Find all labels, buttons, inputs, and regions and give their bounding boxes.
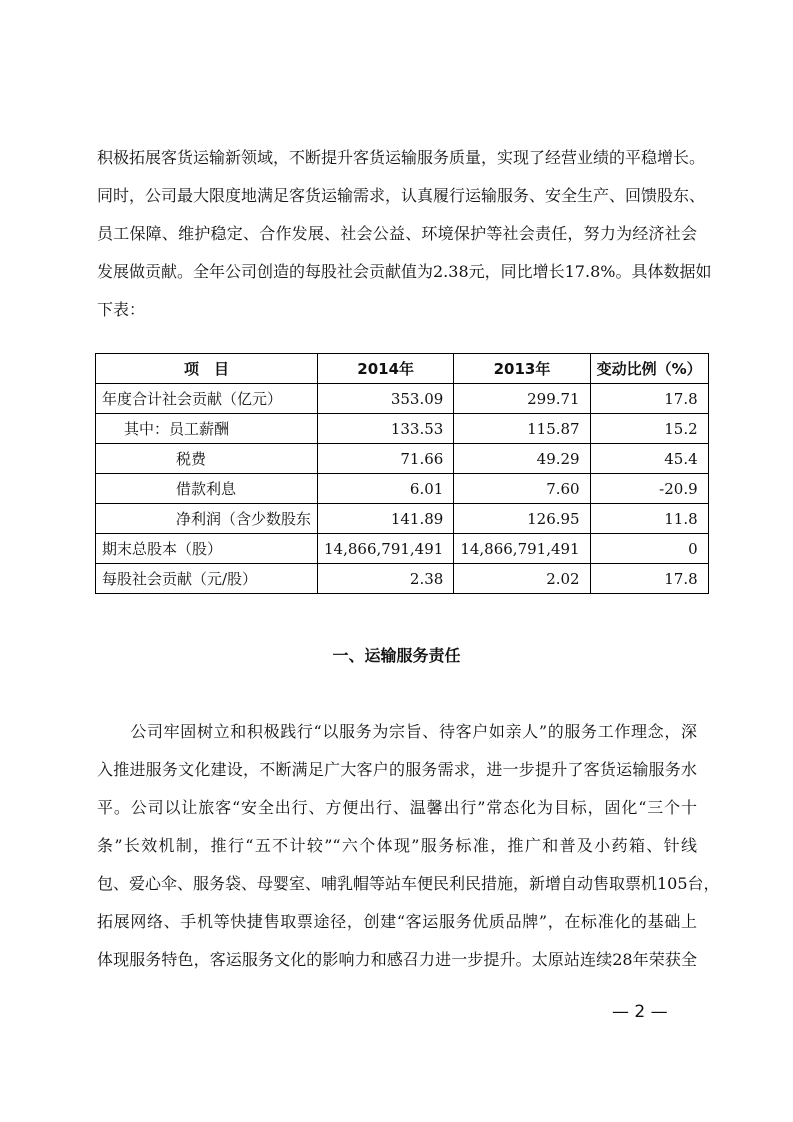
header-2014: 2014年 (318, 354, 454, 384)
paragraph-line: 包、爱心伞、服务袋、母婴室、哺乳帽等站车便民利民措施，新增自动售取票机105台， (97, 874, 720, 893)
row-label: 其中：员工薪酬 (96, 414, 318, 444)
table-row (96, 504, 709, 534)
value-2014: 141.89 (318, 504, 454, 534)
value-2014: 6.01 (318, 474, 454, 504)
table-row (96, 474, 709, 504)
section-paragraph (97, 722, 720, 990)
value-2014: 14,866,791,491 (318, 534, 454, 564)
row-label: 年度合计社会贡献（亿元） (96, 384, 318, 414)
table-row (96, 564, 709, 594)
header-item: 项 目 (96, 354, 318, 384)
header-change: 变动比例（%） (590, 354, 708, 384)
paragraph-line: 拓展网络、手机等快捷售取票途径，创建“客运服务优质品牌”，在标准化的基础上 (97, 912, 697, 931)
paragraph-line: 下表： (97, 300, 146, 319)
value-change: 15.2 (590, 414, 708, 444)
header-2013: 2013年 (454, 354, 590, 384)
value-2013: 7.60 (454, 474, 590, 504)
value-change: 17.8 (590, 384, 708, 414)
paragraph-line: 入推进服务文化建设，不断满足广大客户的服务需求，进一步提升了客货运输服务水 (97, 760, 697, 779)
value-change: 11.8 (590, 504, 708, 534)
row-label: 税费 (96, 444, 318, 474)
paragraph-line: 发展做贡献。全年公司创造的每股社会贡献值为2.38元，同比增长17.8%。具体数据如 (97, 262, 712, 281)
row-label: 净利润（含少数股东 (96, 504, 318, 534)
table-row (96, 444, 709, 474)
paragraph-line: 平。公司以让旅客“安全出行、方便出行、温馨出行”常态化为目标，固化“三个十 (97, 798, 697, 817)
table-row (96, 384, 709, 414)
value-2014: 2.38 (318, 564, 454, 594)
row-label: 每股社会贡献（元/股） (96, 564, 318, 594)
paragraph-line: 体现服务特色，客运服务文化的影响力和感召力进一步提升。太原站连续28年荣获全 (97, 950, 697, 969)
table-row (96, 414, 709, 444)
row-label: 借款利息 (96, 474, 318, 504)
social-contribution-table (95, 353, 709, 594)
value-change: 0 (590, 534, 708, 564)
value-2013: 14,866,791,491 (454, 534, 590, 564)
paragraph-line: 条”长效机制，推行“五不计较”“六个体现”服务标准，推广和普及小药箱、针线 (97, 836, 697, 855)
row-label: 期末总股本（股） (96, 534, 318, 564)
value-2013: 115.87 (454, 414, 590, 444)
value-2014: 71.66 (318, 444, 454, 474)
paragraph-line: 积极拓展客货运输新领域，不断提升客货运输服务质量，实现了经营业绩的平稳增长。 (97, 148, 706, 167)
value-change: -20.9 (590, 474, 708, 504)
paragraph-line: 公司牢固树立和积极践行“以服务为宗旨、待客户如亲人”的服务工作理念，深 (97, 722, 697, 741)
value-2013: 49.29 (454, 444, 590, 474)
paragraph-line: 员工保障、维护稳定、合作发展、社会公益、环境保护等社会责任，努力为经济社会 (97, 224, 697, 243)
value-2014: 133.53 (318, 414, 454, 444)
paragraph-line: 同时，公司最大限度地满足客货运输需求，认真履行运输服务、安全生产、回馈股东、 (97, 186, 706, 205)
value-change: 45.4 (590, 444, 708, 474)
intro-paragraph (97, 148, 712, 340)
value-2013: 126.95 (454, 504, 590, 534)
section-heading: 一、运输服务责任 (332, 646, 461, 665)
page-number: — 2 — (612, 1002, 668, 1022)
table-header-row (96, 354, 709, 384)
value-change: 17.8 (590, 564, 708, 594)
value-2013: 299.71 (454, 384, 590, 414)
value-2013: 2.02 (454, 564, 590, 594)
value-2014: 353.09 (318, 384, 454, 414)
table-row (96, 534, 709, 564)
